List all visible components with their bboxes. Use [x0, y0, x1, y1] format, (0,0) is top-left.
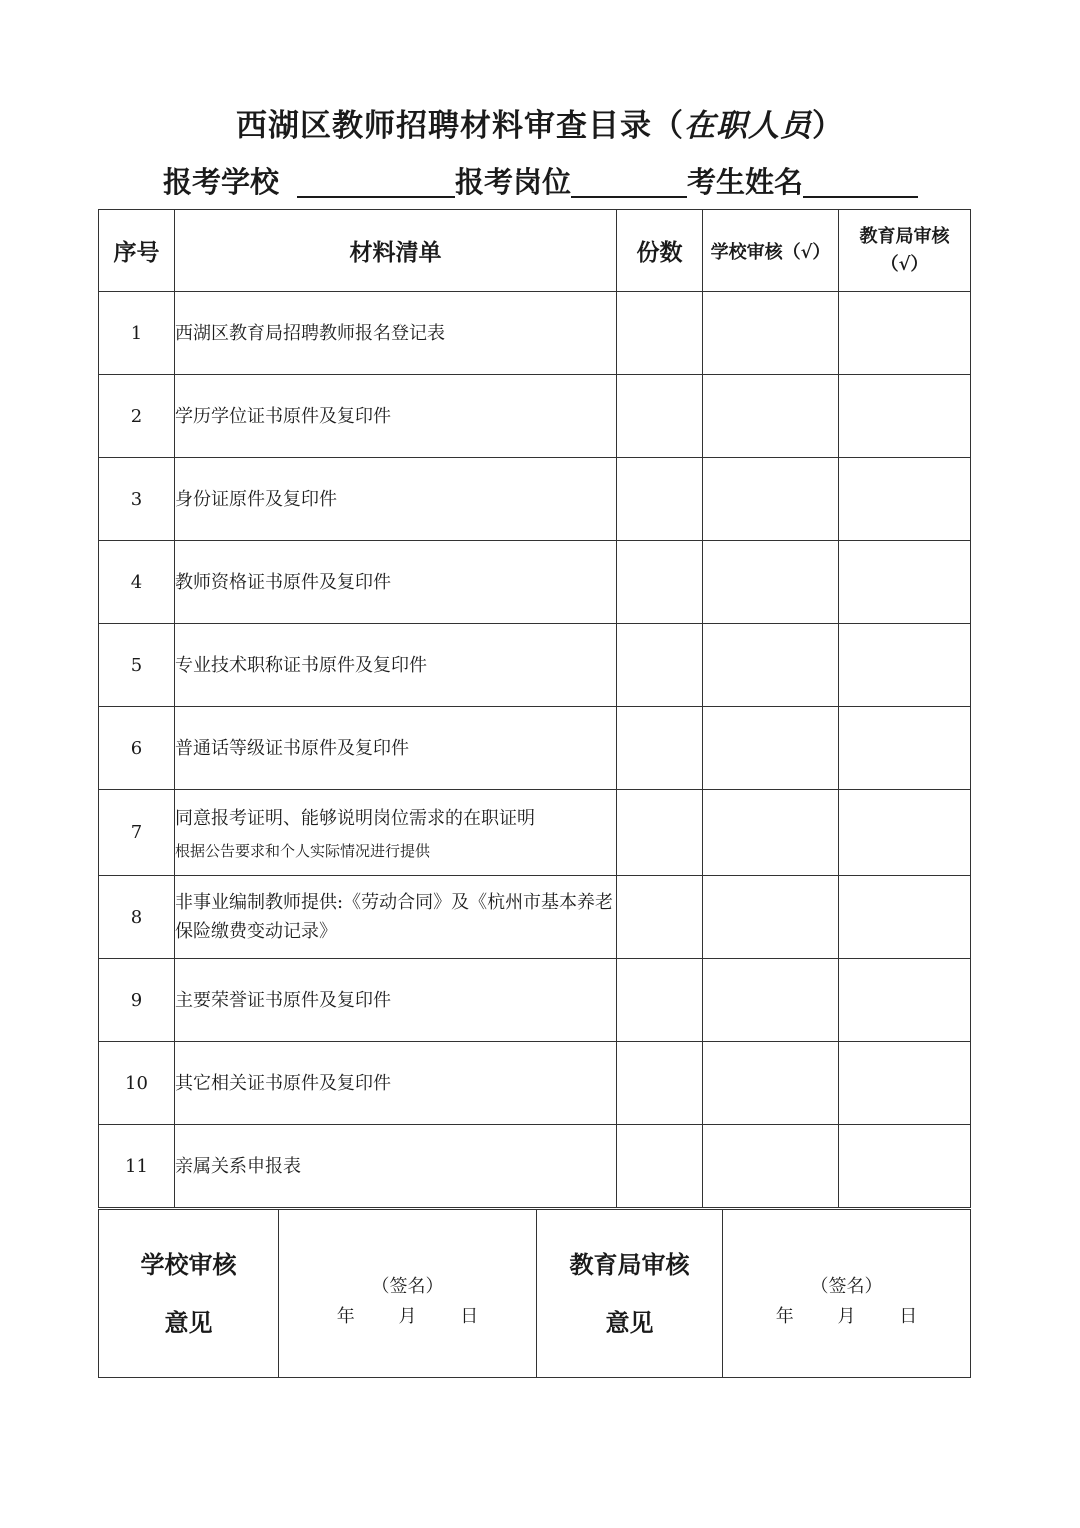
- header-copies: 份数: [617, 210, 703, 292]
- table-row: [99, 790, 971, 876]
- bureau-check-cell[interactable]: [839, 375, 971, 458]
- school-check-cell[interactable]: [703, 1042, 839, 1125]
- bureau-check-cell[interactable]: [839, 707, 971, 790]
- bureau-check-cell[interactable]: [839, 458, 971, 541]
- bureau-check-cell[interactable]: [839, 959, 971, 1042]
- title-main: 西湖区教师招聘材料审查目录（: [236, 108, 684, 144]
- copies-cell[interactable]: [617, 375, 703, 458]
- title-italic: 在职人员: [684, 108, 812, 144]
- row-number: 8: [99, 876, 175, 959]
- title-end: ）: [812, 108, 844, 144]
- copies-cell[interactable]: [617, 790, 703, 876]
- materials-table: [98, 209, 971, 1208]
- row-item: 西湖区教育局招聘教师报名登记表: [175, 292, 617, 375]
- row-number: 2: [99, 375, 175, 458]
- bureau-check-cell[interactable]: [839, 876, 971, 959]
- opinion-table: [98, 1209, 971, 1378]
- bureau-opinion-line1: 教育局审核: [569, 1249, 690, 1279]
- school-opinion-line2: 意见: [164, 1307, 213, 1337]
- row-item: 教师资格证书原件及复印件: [175, 541, 617, 624]
- copies-cell[interactable]: [617, 624, 703, 707]
- row-number: 7: [99, 790, 175, 876]
- name-blank[interactable]: [803, 164, 918, 198]
- school-opinion-label: [99, 1210, 279, 1378]
- row-item: 亲属关系申报表: [175, 1125, 617, 1208]
- bureau-sign-label: （签名）: [810, 1275, 883, 1297]
- row-number: 3: [99, 458, 175, 541]
- copies-cell[interactable]: [617, 292, 703, 375]
- row-item: 非事业编制教师提供:《劳动合同》及《杭州市基本养老保险缴费变动记录》: [175, 876, 617, 959]
- bureau-month-label: 月: [837, 1305, 856, 1327]
- header-bureau-line2: （√）: [880, 253, 929, 275]
- bureau-check-cell[interactable]: [839, 1125, 971, 1208]
- row-item: 普通话等级证书原件及复印件: [175, 707, 617, 790]
- row-item-text: 同意报考证明、能够说明岗位需求的在职证明: [175, 808, 535, 829]
- opinion-row: [99, 1210, 971, 1378]
- row-item: 学历学位证书原件及复印件: [175, 375, 617, 458]
- copies-cell[interactable]: [617, 876, 703, 959]
- bureau-check-cell[interactable]: [839, 624, 971, 707]
- school-day-label: 日: [460, 1305, 479, 1327]
- bureau-check-cell[interactable]: [839, 292, 971, 375]
- table-row: [99, 375, 971, 458]
- row-number: 4: [99, 541, 175, 624]
- header-school-check: 学校审核（√）: [703, 210, 839, 292]
- position-label: 报考岗位: [455, 165, 572, 199]
- name-label: 考生姓名: [687, 165, 804, 199]
- bureau-opinion-line2: 意见: [605, 1307, 654, 1337]
- row-number: 10: [99, 1042, 175, 1125]
- school-check-cell[interactable]: [703, 458, 839, 541]
- header-seq: 序号: [99, 210, 175, 292]
- table-row: [99, 458, 971, 541]
- school-check-cell[interactable]: [703, 375, 839, 458]
- row-item: [175, 790, 617, 876]
- school-check-cell[interactable]: [703, 707, 839, 790]
- copies-cell[interactable]: [617, 959, 703, 1042]
- header-bureau-check: [839, 210, 971, 292]
- school-sign-label: （签名）: [371, 1275, 444, 1297]
- row-number: 6: [99, 707, 175, 790]
- row-item: 其它相关证书原件及复印件: [175, 1042, 617, 1125]
- school-date-line: [279, 1302, 536, 1332]
- copies-cell[interactable]: [617, 1042, 703, 1125]
- copies-cell[interactable]: [617, 1125, 703, 1208]
- school-check-cell[interactable]: [703, 790, 839, 876]
- bureau-year-label: 年: [775, 1305, 794, 1327]
- copies-cell[interactable]: [617, 458, 703, 541]
- row-item-note: 根据公告要求和个人实际情况进行提供: [175, 842, 431, 860]
- table-row: [99, 959, 971, 1042]
- table-row: [99, 1125, 971, 1208]
- school-year-label: 年: [336, 1305, 355, 1327]
- school-label: 报考学校: [163, 165, 280, 199]
- row-item: 身份证原件及复印件: [175, 458, 617, 541]
- row-number: 11: [99, 1125, 175, 1208]
- school-check-cell[interactable]: [703, 541, 839, 624]
- position-blank[interactable]: [571, 164, 687, 198]
- school-month-label: 月: [398, 1305, 417, 1327]
- row-number: 1: [99, 292, 175, 375]
- school-check-cell[interactable]: [703, 959, 839, 1042]
- bureau-date-line: [723, 1302, 970, 1332]
- table-row: [99, 624, 971, 707]
- table-row: [99, 876, 971, 959]
- school-check-cell[interactable]: [703, 876, 839, 959]
- table-header-row: [99, 210, 971, 292]
- row-number: 5: [99, 624, 175, 707]
- copies-cell[interactable]: [617, 541, 703, 624]
- header-list: 材料清单: [175, 210, 617, 292]
- row-item: 主要荣誉证书原件及复印件: [175, 959, 617, 1042]
- bureau-check-cell[interactable]: [839, 790, 971, 876]
- document-title: [0, 100, 1080, 145]
- table-row: [99, 541, 971, 624]
- school-blank[interactable]: [297, 164, 455, 198]
- copies-cell[interactable]: [617, 707, 703, 790]
- bureau-check-cell[interactable]: [839, 541, 971, 624]
- bureau-signature-box[interactable]: [723, 1210, 971, 1378]
- table-row: [99, 292, 971, 375]
- school-check-cell[interactable]: [703, 1125, 839, 1208]
- bureau-check-cell[interactable]: [839, 1042, 971, 1125]
- table-row: [99, 1042, 971, 1125]
- school-check-cell[interactable]: [703, 624, 839, 707]
- header-bureau-line1: 教育局审核: [859, 225, 950, 247]
- school-check-cell[interactable]: [703, 292, 839, 375]
- bureau-day-label: 日: [899, 1305, 918, 1327]
- applicant-info-row: [163, 158, 923, 202]
- school-opinion-line1: 学校审核: [140, 1249, 237, 1279]
- row-item: 专业技术职称证书原件及复印件: [175, 624, 617, 707]
- school-signature-box[interactable]: [279, 1210, 537, 1378]
- table-row: [99, 707, 971, 790]
- row-number: 9: [99, 959, 175, 1042]
- bureau-opinion-label: [537, 1210, 723, 1378]
